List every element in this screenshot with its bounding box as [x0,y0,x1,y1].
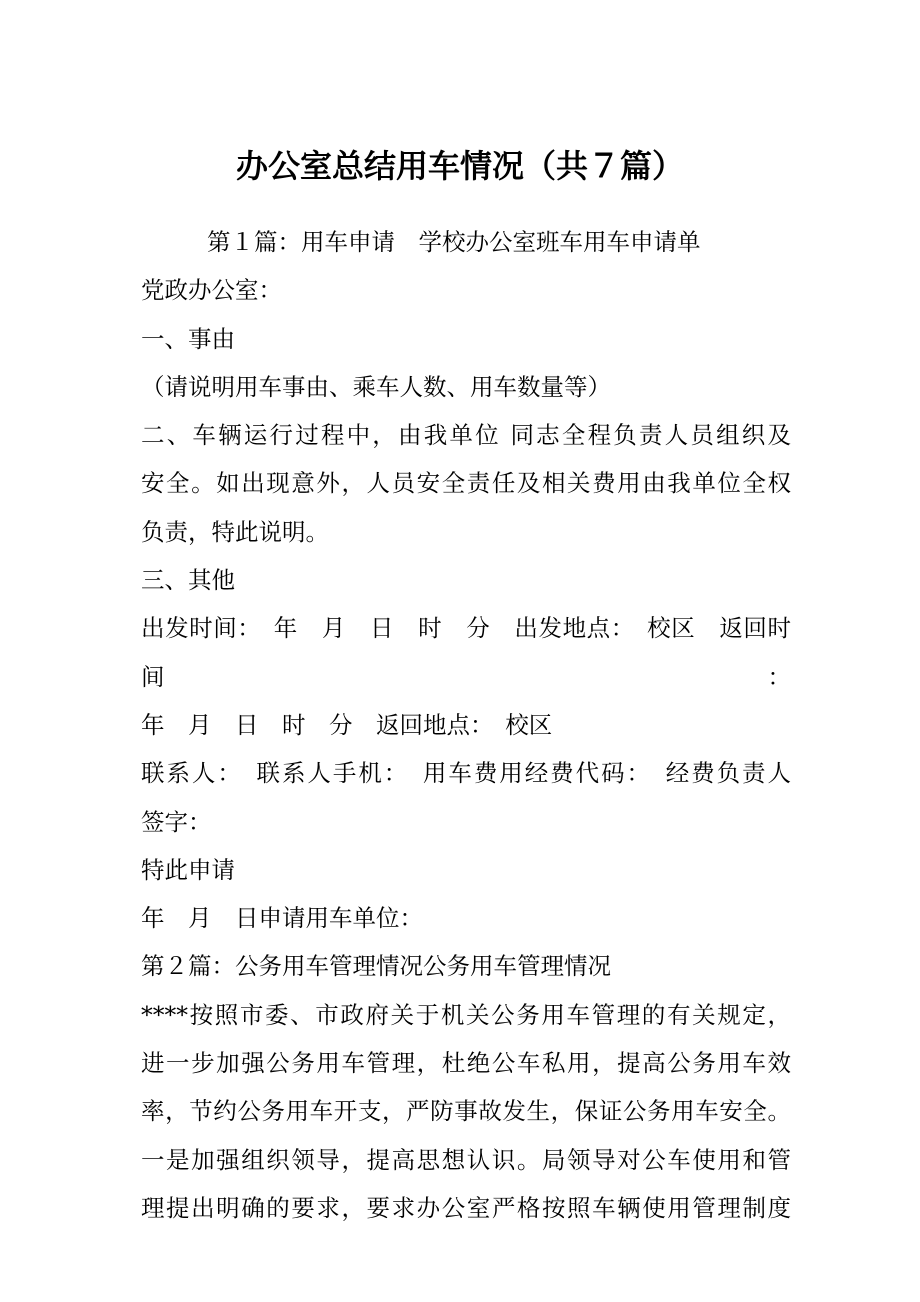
item-2-line-3: 负责，特此说明。 [141,517,329,546]
date-applicant-line: 年 月 日申请用车单位： [141,904,423,933]
section-2-heading: 第２篇：公务用车管理情况公务用车管理情况 [141,952,611,981]
departure-line: 出发时间： 年 月 日 时 分 出发地点： 校区 返回时间： [141,614,791,691]
section-2-line-2: 进一步加强公务用车管理，杜绝公车私用，提高公务用车效 [141,1049,791,1078]
item-2-line-1: 二、车辆运行过程中，由我单位 同志全程负责人员组织及 [141,421,791,450]
section-1-heading: 第１篇：用车申请 学校办公室班车用车申请单 [207,228,701,256]
section-2-line-5: 理提出明确的要求，要求办公室严格按照车辆使用管理制度 [141,1193,791,1222]
section-2-line-4: 一是加强组织领导，提高思想认识。局领导对公车使用和管 [141,1145,791,1174]
item-2-line-2: 安全。如出现意外，人员安全责任及相关费用由我单位全权 [141,469,791,498]
return-line: 年 月 日 时 分 返回地点： 校区 [141,710,553,739]
section-2-line-1: ****按照市委、市政府关于机关公务用车管理的有关规定， [141,1000,791,1029]
signature-line: 签字： [141,807,212,836]
document-title: 办公室总结用车情况（共７篇） [235,147,684,185]
addressee: 党政办公室： [141,276,282,305]
section-2-line-3: 率，节约公务用车开支，严防事故发生，保证公务用车安全。 [141,1097,791,1126]
document-body [141,218,791,1232]
item-1-heading: 一、事由 [141,324,235,353]
request-closing: 特此申请 [141,855,235,884]
item-1-note: （请说明用车事由、乘车人数、用车数量等） [141,372,611,401]
contact-line: 联系人： 联系人手机： 用车费用经费代码： 经费负责人 [141,759,791,788]
item-3-heading: 三、其他 [141,566,235,595]
